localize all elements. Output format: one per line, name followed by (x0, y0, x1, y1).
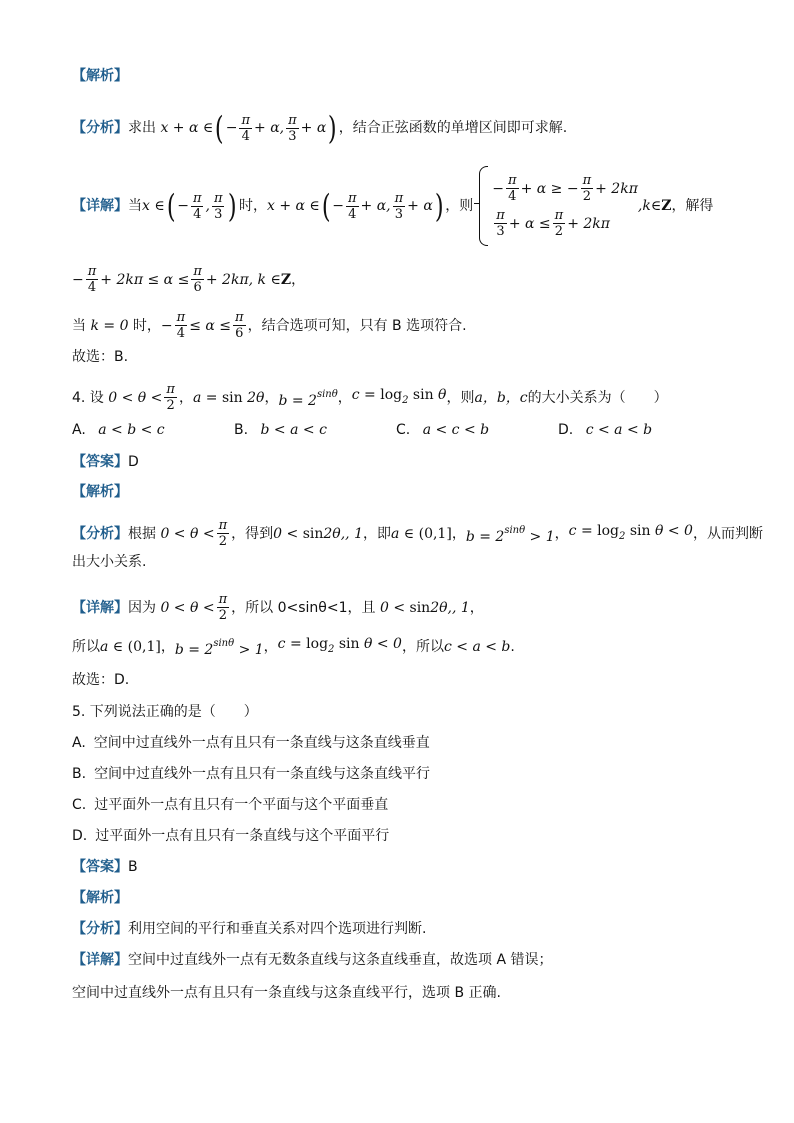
q4-fenxi-line2 (72, 552, 146, 572)
q3-xiangjie-line (72, 166, 713, 246)
q4-choose (72, 670, 129, 690)
answer-tag: 【答案】 (72, 454, 128, 470)
math: ≤ α ≤ (189, 317, 232, 334)
xiangjie-tag: 【详解】 (72, 599, 128, 616)
text: ，所以 (401, 639, 444, 655)
text: 出大小关系. (72, 554, 147, 570)
math-frac: $\frac{\pi}{6}$ (235, 310, 244, 341)
math: a = sin 2θ (192, 389, 265, 406)
q4-fenxi-line (72, 518, 763, 549)
text: 故选：B. (72, 349, 129, 365)
text: 所以 (72, 639, 100, 655)
q3-k0-line (72, 310, 467, 341)
math: + 2kπ ≤ α ≤ (100, 271, 190, 288)
option-b[interactable]: B. b < a < c (234, 422, 327, 438)
text: ，所以 0<sinθ<1，且 (231, 599, 376, 616)
text: ，则 (445, 198, 474, 214)
text: ， (554, 525, 569, 542)
text: ， (451, 525, 466, 542)
math: $c = \log_2 \sin \theta < 0$ (568, 522, 693, 542)
text: 时， (238, 198, 267, 214)
math-frac: $\frac{\pi}{4}$ (241, 112, 251, 144)
text: ， (160, 639, 175, 655)
fenxi-tag: 【分析】 (72, 120, 128, 136)
text: ， (178, 389, 193, 406)
q5-xiangjie-line2 (72, 983, 501, 1003)
q3-jiexi-heading (72, 66, 128, 86)
option-c[interactable]: C. a < c < b (396, 422, 490, 438)
math: ) (228, 187, 238, 225)
q5-xiangjie-line (72, 950, 552, 970)
math: − (225, 120, 238, 136)
text: 利用空间的平行和垂直关系对四个选项进行判断. (128, 921, 427, 937)
math: + α (407, 198, 433, 214)
text: 当 (128, 198, 142, 214)
math: ( (166, 187, 176, 225)
text: 空间中过直线外一点有无数条直线与这条直线垂直，故选项 A 错误； (128, 952, 553, 968)
math: 0 < θ < (156, 599, 215, 616)
math: c < a < b (443, 639, 511, 655)
text: 求出 (128, 120, 156, 136)
math-frac: $\frac{\pi}{6}$ (193, 264, 202, 295)
math-frac: $\frac{\pi}{3}$ (394, 190, 404, 222)
math-frac: $\frac{\pi}{4}$ (87, 264, 97, 295)
q5-jiexi-heading (72, 888, 128, 908)
answer-value: D (128, 454, 139, 470)
math: 0 < sin2θ,, 1 (273, 525, 363, 542)
math: ,k∈ (637, 198, 662, 214)
option-d[interactable]: D. c < a < b (558, 422, 653, 438)
math: , (205, 198, 210, 214)
math-frac: $\frac{\pi}{4}$ (347, 190, 357, 222)
math: $c = \log_2 \sin \theta$ (351, 386, 447, 406)
q5-stem (72, 702, 258, 722)
q3-result-line (72, 264, 305, 295)
text: ， (469, 599, 484, 616)
text: 的大小关系为（ ） (527, 389, 668, 406)
q4-answer (72, 452, 139, 472)
math: − (160, 317, 173, 334)
q4-jiexi-heading (72, 482, 128, 502)
text: ，结合选项可知，只有 B 选项符合. (247, 317, 467, 334)
xiangjie-tag: 【详解】 (72, 952, 128, 968)
math: a，b，c (474, 389, 528, 406)
math-frac: $\frac{\pi}{3}$ (213, 190, 223, 222)
q5-answer (72, 857, 138, 877)
math-frac: $\frac{\pi}{2}$ (218, 518, 228, 549)
math: $b = 2^{sin\theta} > 1$ (465, 524, 555, 545)
math: ( (215, 109, 224, 147)
answer-value: B (128, 859, 138, 875)
math-frac: $\frac{\pi}{4}$ (192, 190, 202, 222)
math: − (332, 198, 344, 214)
math: x ∈ (142, 198, 165, 214)
text: ，结合正弦函数的单增区间即可求解. (338, 120, 568, 136)
jiexi-tag: 【解析】 (72, 890, 128, 906)
text: ，从而判断 (692, 525, 763, 542)
text: 当 (72, 317, 86, 334)
math: + α, (254, 120, 285, 136)
text: ， (264, 389, 279, 406)
math: $b = 2^{sin\theta} > 1$ (174, 638, 264, 658)
q4-stem (72, 382, 668, 413)
math: ) (434, 187, 444, 225)
math: ) (328, 109, 337, 147)
inequality-system: − $\frac{\pi}{4}$ + α ≥ − $\frac{\pi}{2}$ + 2kπ $\frac{\pi}{3}$ + α ≤ $\frac{\pi}{2}$ + 2kπ (479, 166, 638, 246)
text: 空间中过直线外一点有且只有一条直线与这条直线平行，选项 B 正确. (72, 985, 501, 1001)
xiangjie-tag: 【详解】 (72, 198, 128, 214)
math: + 2kπ, k ∈ (205, 271, 281, 288)
math-set-Z: Z (661, 198, 672, 214)
math-frac: $\frac{\pi}{3}$ (288, 112, 297, 144)
text: ，即 (362, 525, 391, 542)
fenxi-tag: 【分析】 (72, 525, 128, 542)
text: 5. 下列说法正确的是（ ） (72, 704, 258, 720)
jiexi-tag: 【解析】 (72, 484, 128, 500)
math: a ∈ (0,1] (100, 639, 161, 655)
q5-fenxi-line (72, 919, 426, 939)
fenxi-tag: 【分析】 (72, 921, 128, 937)
q5-option-a[interactable]: A. 空间中过直线外一点有且只有一条直线与这条直线垂直 (72, 735, 430, 751)
math: 0 < θ < (156, 525, 215, 542)
math: $c = \log_2 \sin \theta < 0$ (277, 636, 402, 655)
math: 0 < sin2θ,, 1 (375, 599, 470, 616)
math-frac: $\frac{\pi}{2}$ (166, 382, 175, 413)
text: 根据 (128, 525, 156, 542)
math-frac: $\frac{\pi}{4}$ (176, 310, 186, 341)
q4-options (72, 420, 722, 440)
text: 4. 设 (72, 389, 104, 406)
text: 时， (132, 317, 161, 334)
text: 因为 (128, 599, 156, 616)
jiexi-tag: 【解析】 (72, 68, 128, 84)
math-frac: $\frac{\pi}{2}$ (218, 592, 228, 623)
math: + α, (360, 198, 391, 214)
text: ，解得 (671, 198, 714, 214)
math: $b = 2^{sin\theta}$ (278, 388, 338, 409)
q3-fenxi-line (72, 109, 568, 147)
q5-option-b[interactable]: B. 空间中过直线外一点有且只有一条直线与这条直线平行 (72, 766, 431, 782)
q3-choose (72, 347, 128, 367)
math: 0 < θ < (103, 389, 163, 406)
text: . (510, 639, 515, 655)
math: a ∈ (0,1] (390, 525, 452, 542)
math-set-Z: Z (280, 271, 292, 288)
text: 故选：D. (72, 672, 130, 688)
q5-option-d[interactable]: D. 过平面外一点有且只有一条直线与这个平面平行 (72, 828, 390, 844)
text: ，得到 (231, 525, 274, 542)
option-a[interactable]: A. a < b < c (72, 422, 165, 438)
text: ， (291, 271, 306, 288)
q4-xiangjie-line2 (72, 634, 515, 660)
brace (479, 166, 488, 246)
math: ( (321, 187, 331, 225)
math: − (177, 198, 189, 214)
answer-tag: 【答案】 (72, 859, 128, 875)
text: ， (337, 389, 352, 406)
q4-xiangjie-line (72, 592, 484, 623)
text: ， (263, 639, 278, 655)
math: k = 0 (86, 317, 133, 334)
math: x + α ∈ (266, 198, 320, 214)
math: − (72, 271, 84, 288)
text: ，则 (446, 389, 475, 406)
q5-option-c[interactable]: C. 过平面外一点有且只有一个平面与这个平面垂直 (72, 797, 389, 813)
math: x + α ∈ (156, 120, 214, 136)
math: + α (300, 120, 327, 136)
